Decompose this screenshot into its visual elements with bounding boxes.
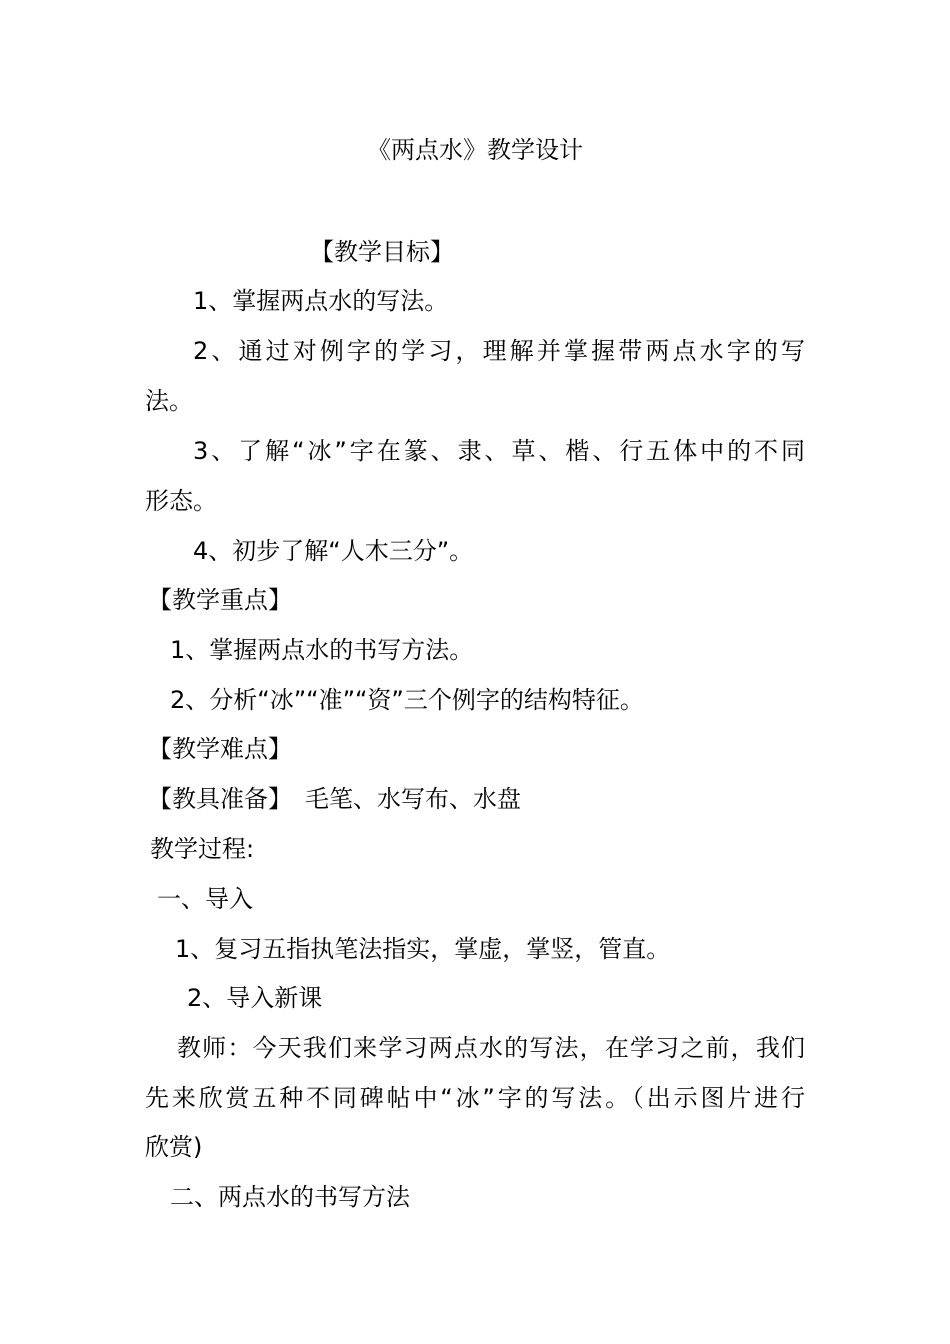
process-step-1: 1、复习五指执笔法指实，掌虚，掌竖，管直。 xyxy=(175,935,671,963)
process-step-2: 2、导入新课 xyxy=(187,984,323,1012)
key-point-item-2: 2、分析“冰”“准”“资”三个例字的结构特征。 xyxy=(170,686,644,714)
teacher-line-2: 先来欣赏五种不同碑帖中“冰”字的写法。（出示图片进行 xyxy=(145,1084,805,1112)
section-2-heading: 二、两点水的书写方法 xyxy=(170,1183,410,1211)
difficulties-heading: 【教学难点】 xyxy=(148,735,292,763)
tools-items: 毛笔、水写布、水盘 xyxy=(305,785,521,813)
goal-item-4: 4、初步了解“人木三分”。 xyxy=(193,537,474,565)
key-point-item-1: 1、掌握两点水的书写方法。 xyxy=(170,636,474,664)
teacher-line-3: 欣赏) xyxy=(145,1133,203,1161)
document-title: 《两点水》教学设计 xyxy=(367,136,583,164)
key-points-heading: 【教学重点】 xyxy=(148,586,292,614)
goal-item-1: 1、掌握两点水的写法。 xyxy=(193,287,449,315)
goal-item-3-line-1: 3、了解“冰”字在篆、隶、草、楷、行五体中的不同 xyxy=(193,437,805,465)
goal-item-2-line-1: 2、通过对例字的学习，理解并掌握带两点水字的写 xyxy=(193,337,805,365)
goal-item-3-line-2: 形态。 xyxy=(145,487,217,515)
goals-heading: 【教学目标】 xyxy=(310,238,454,266)
goal-item-2-line-2: 法。 xyxy=(145,387,193,415)
tools-heading: 【教具准备】 xyxy=(148,785,292,813)
section-1-heading: 一、导入 xyxy=(157,885,253,913)
teacher-line-1: 教师：今天我们来学习两点水的写法，在学习之前，我们 xyxy=(177,1034,805,1062)
process-heading: 教学过程: xyxy=(150,835,255,863)
